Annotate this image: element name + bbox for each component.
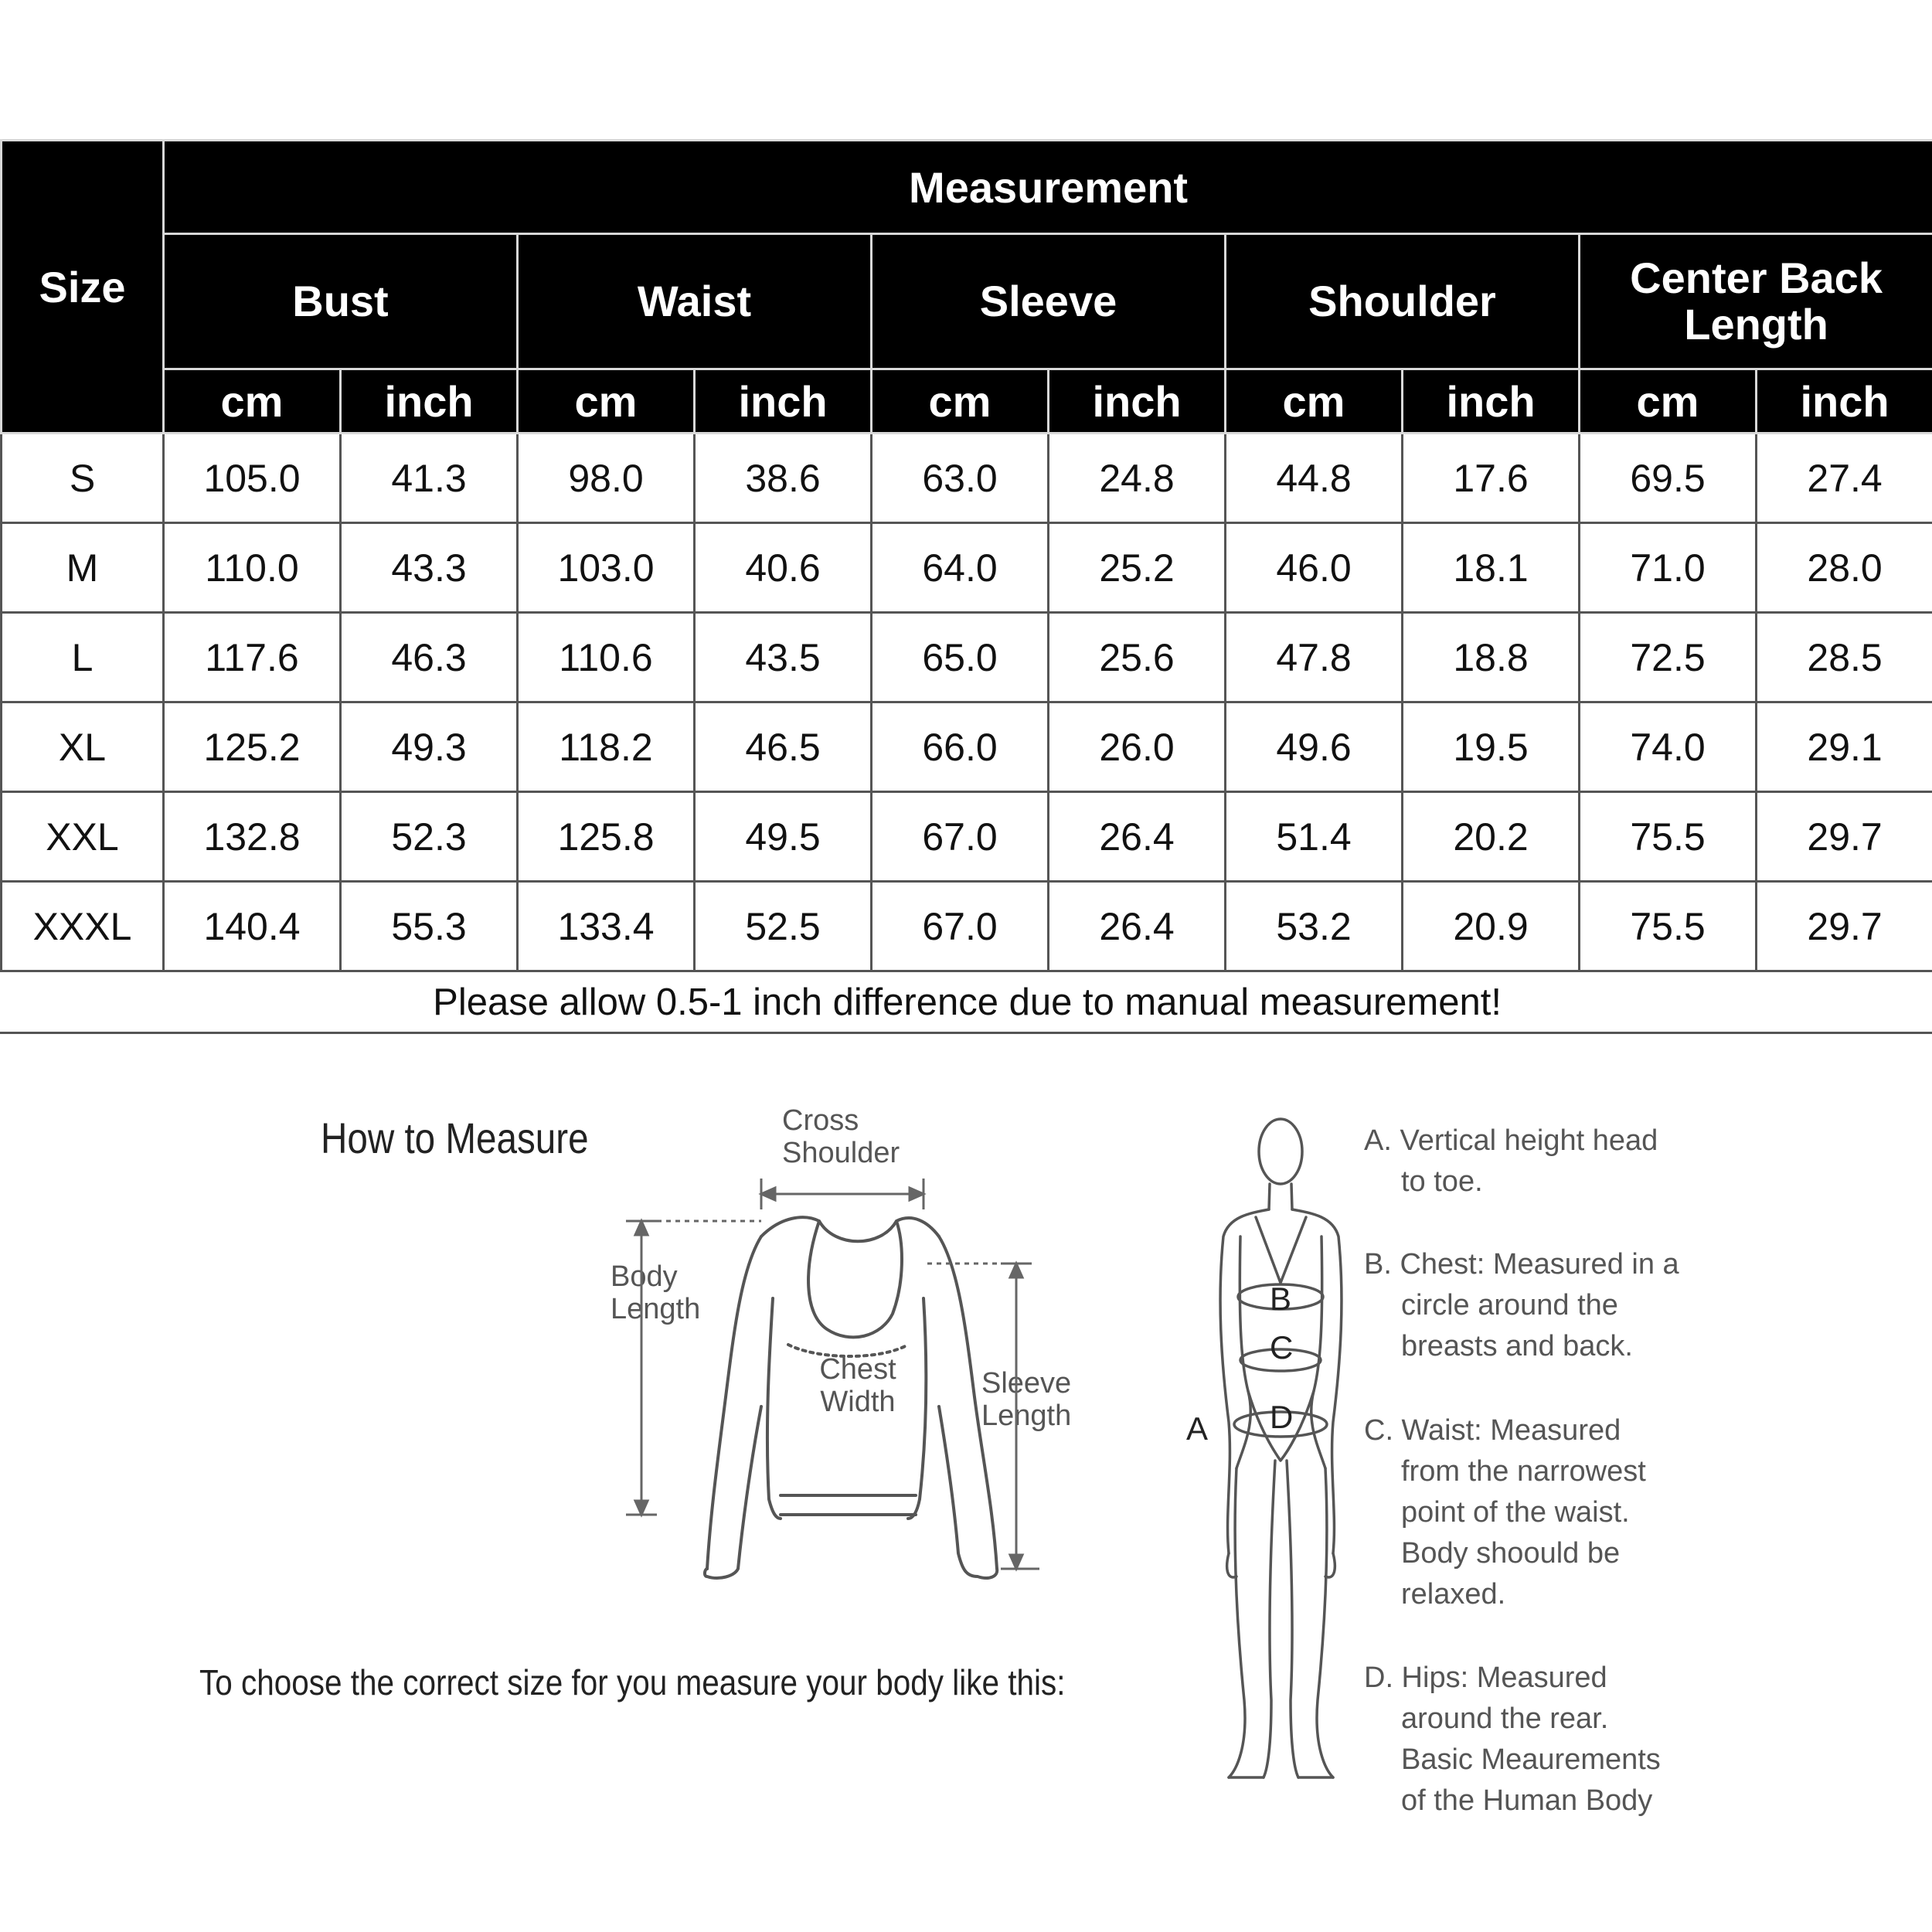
chest-width-label: Chest Width: [819, 1353, 896, 1418]
description-line: C. Waist: Measured: [1364, 1414, 1621, 1447]
value-cell: 28.5: [1757, 613, 1932, 702]
value-cell: 46.5: [695, 702, 872, 792]
value-cell: 43.3: [341, 523, 518, 613]
value-cell: 72.5: [1580, 613, 1757, 702]
value-cell: 75.5: [1580, 792, 1757, 882]
measurement-header: Measurement: [164, 141, 1932, 234]
value-cell: 26.4: [1049, 792, 1226, 882]
value-cell: 46.3: [341, 613, 518, 702]
value-cell: 53.2: [1226, 882, 1403, 971]
body-letter-b: B: [1270, 1281, 1292, 1317]
description-line: to toe.: [1401, 1165, 1483, 1198]
value-cell: 98.0: [518, 434, 695, 523]
value-cell: 64.0: [872, 523, 1049, 613]
group-header-1: Waist: [518, 234, 872, 369]
value-cell: 20.2: [1403, 792, 1580, 882]
description-line: Body shoould be: [1401, 1537, 1621, 1570]
unit-header: inch: [1403, 369, 1580, 434]
value-cell: 55.3: [341, 882, 518, 971]
description-d: [1364, 1658, 1661, 1821]
value-cell: 29.7: [1757, 882, 1932, 971]
value-cell: 19.5: [1403, 702, 1580, 792]
description-line: point of the waist.: [1401, 1496, 1630, 1529]
unit-header: inch: [341, 369, 518, 434]
value-cell: 49.5: [695, 792, 872, 882]
value-cell: 18.1: [1403, 523, 1580, 613]
value-cell: 29.1: [1757, 702, 1932, 792]
value-cell: 133.4: [518, 882, 695, 971]
value-cell: 44.8: [1226, 434, 1403, 523]
size-header: Size: [2, 141, 164, 434]
unit-header: inch: [1049, 369, 1226, 434]
unit-header: cm: [164, 369, 341, 434]
value-cell: 25.2: [1049, 523, 1226, 613]
size-cell: XXXL: [2, 882, 164, 971]
value-cell: 25.6: [1049, 613, 1226, 702]
value-cell: 49.3: [341, 702, 518, 792]
value-cell: 67.0: [872, 882, 1049, 971]
value-cell: 24.8: [1049, 434, 1226, 523]
sleeve-length-label: Sleeve Length: [981, 1367, 1072, 1432]
description-line: A. Vertical height head: [1364, 1124, 1658, 1157]
measurement-note: Please allow 0.5-1 inch difference due to manual measurement!: [2, 971, 1932, 1033]
unit-header: cm: [1580, 369, 1757, 434]
value-cell: 110.0: [164, 523, 341, 613]
value-cell: 65.0: [872, 613, 1049, 702]
value-cell: 18.8: [1403, 613, 1580, 702]
value-cell: 29.7: [1757, 792, 1932, 882]
value-cell: 52.5: [695, 882, 872, 971]
group-header-3: Shoulder: [1226, 234, 1580, 369]
description-line: of the Human Body: [1401, 1784, 1653, 1817]
value-cell: 40.6: [695, 523, 872, 613]
value-cell: 140.4: [164, 882, 341, 971]
value-cell: 66.0: [872, 702, 1049, 792]
description-b: [1364, 1244, 1679, 1367]
value-cell: 47.8: [1226, 613, 1403, 702]
value-cell: 17.6: [1403, 434, 1580, 523]
group-header-0: Bust: [164, 234, 518, 369]
value-cell: 26.0: [1049, 702, 1226, 792]
instruction-text: To choose the correct size for you measure your body like this:: [199, 1662, 1066, 1702]
size-cell: M: [2, 523, 164, 613]
body-length-label: Body Length: [611, 1260, 701, 1325]
description-line: circle around the: [1401, 1289, 1618, 1321]
unit-header: inch: [695, 369, 872, 434]
value-cell: 132.8: [164, 792, 341, 882]
value-cell: 110.6: [518, 613, 695, 702]
description-line: breasts and back.: [1401, 1330, 1633, 1362]
value-cell: 43.5: [695, 613, 872, 702]
description-line: around the rear.: [1401, 1702, 1609, 1735]
value-cell: 51.4: [1226, 792, 1403, 882]
unit-header: cm: [518, 369, 695, 434]
unit-header: inch: [1757, 369, 1932, 434]
description-line: from the narrowest: [1401, 1455, 1646, 1488]
value-cell: 105.0: [164, 434, 341, 523]
size-cell: XL: [2, 702, 164, 792]
value-cell: 117.6: [164, 613, 341, 702]
description-line: relaxed.: [1401, 1578, 1506, 1611]
value-cell: 28.0: [1757, 523, 1932, 613]
value-cell: 69.5: [1580, 434, 1757, 523]
group-header-2: Sleeve: [872, 234, 1226, 369]
value-cell: 125.8: [518, 792, 695, 882]
body-letter-c: C: [1270, 1329, 1294, 1366]
value-cell: 46.0: [1226, 523, 1403, 613]
value-cell: 74.0: [1580, 702, 1757, 792]
description-line: B. Chest: Measured in a: [1364, 1248, 1679, 1281]
body-letter-a: A: [1186, 1410, 1209, 1447]
description-a: [1364, 1121, 1658, 1202]
how-to-measure-title: How to Measure: [321, 1114, 589, 1162]
unit-header: cm: [1226, 369, 1403, 434]
value-cell: 26.4: [1049, 882, 1226, 971]
value-cell: 41.3: [341, 434, 518, 523]
value-cell: 20.9: [1403, 882, 1580, 971]
size-cell: XXL: [2, 792, 164, 882]
value-cell: 27.4: [1757, 434, 1932, 523]
cross-shoulder-label: Cross Shoulder: [782, 1104, 900, 1169]
size-cell: S: [2, 434, 164, 523]
description-line: Basic Meaurements: [1401, 1743, 1661, 1776]
value-cell: 38.6: [695, 434, 872, 523]
value-cell: 49.6: [1226, 702, 1403, 792]
description-c: [1364, 1410, 1646, 1615]
value-cell: 103.0: [518, 523, 695, 613]
value-cell: 118.2: [518, 702, 695, 792]
value-cell: 125.2: [164, 702, 341, 792]
unit-header: cm: [872, 369, 1049, 434]
group-header-4: Center Back Length: [1580, 234, 1932, 369]
value-cell: 71.0: [1580, 523, 1757, 613]
value-cell: 52.3: [341, 792, 518, 882]
body-letter-d: D: [1270, 1399, 1294, 1435]
value-cell: 75.5: [1580, 882, 1757, 971]
description-line: D. Hips: Measured: [1364, 1662, 1607, 1694]
value-cell: 63.0: [872, 434, 1049, 523]
value-cell: 67.0: [872, 792, 1049, 882]
size-cell: L: [2, 613, 164, 702]
